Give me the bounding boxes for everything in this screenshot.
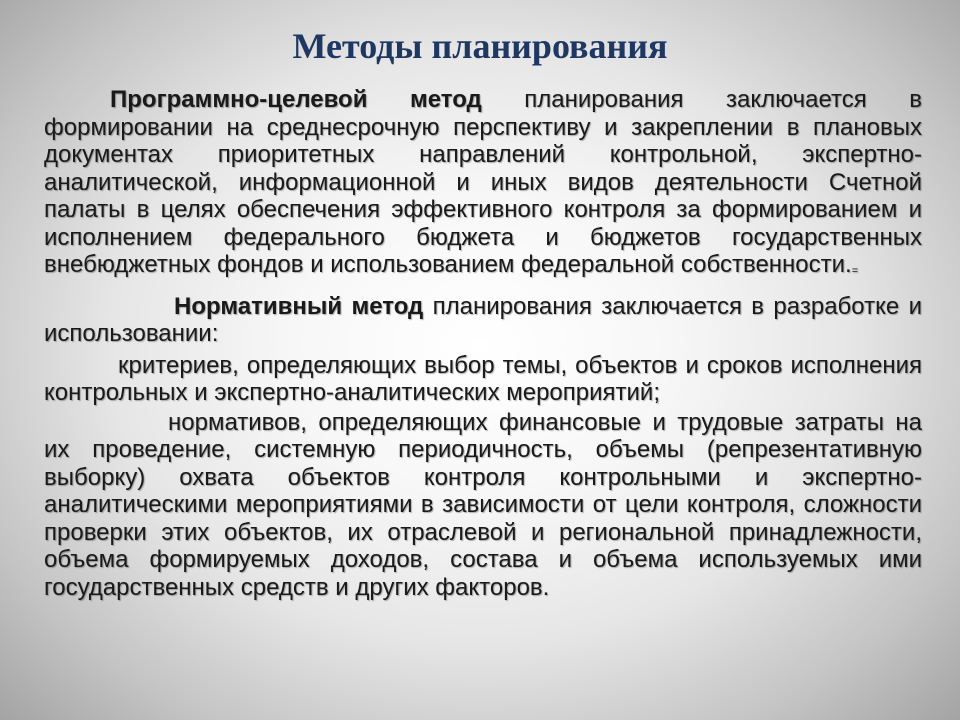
slide-title: Методы планирования	[292, 26, 668, 66]
paragraph-criteria	[44, 352, 922, 407]
paragraph-text: нормативов, определяющих финансовые и трудовые затраты на их проведение, системную периодичность, объемы (репрезентативную выборку) охвата объектов контроля контрольными и экспертно-аналитическими мероприятиями в зависимости от цели контроля, сложности проверки этих объектов, их отраслевой и региональной принадлежности, объема формируемых доходов, состава и объема используемых ими государственных средств и других факторов.	[44, 408, 922, 601]
paragraph-normative-method	[44, 293, 922, 348]
term-normative-method: Нормативный метод	[174, 292, 424, 320]
paragraph-text: планирования заключается в формировании на среднесрочную перспективу и закреплении в плановых документах приоритетных направлений контрольной, экспертно-аналитической, информационной и иных видов деятельности Счетной палаты в целях обеспечения эффективного контроля за формированием и исполнением федерального бюджета и бюджетов государственных внебюджетных фондов и использованием федеральной собственности.	[44, 86, 922, 278]
paragraph-norms	[44, 409, 922, 602]
paragraph-text: планирования заключается в разработке и использовании:	[44, 292, 922, 347]
term-program-target-method: Программно-целевой метод	[110, 86, 482, 113]
paragraph-mark: =	[851, 265, 859, 277]
slide-body	[44, 86, 922, 601]
paragraph-text: критериев, определяющих выбор темы, объектов и сроков исполнения контрольных и экспертно-аналитических мероприятий;	[44, 351, 922, 406]
paragraph-program-target-method	[44, 86, 922, 286]
